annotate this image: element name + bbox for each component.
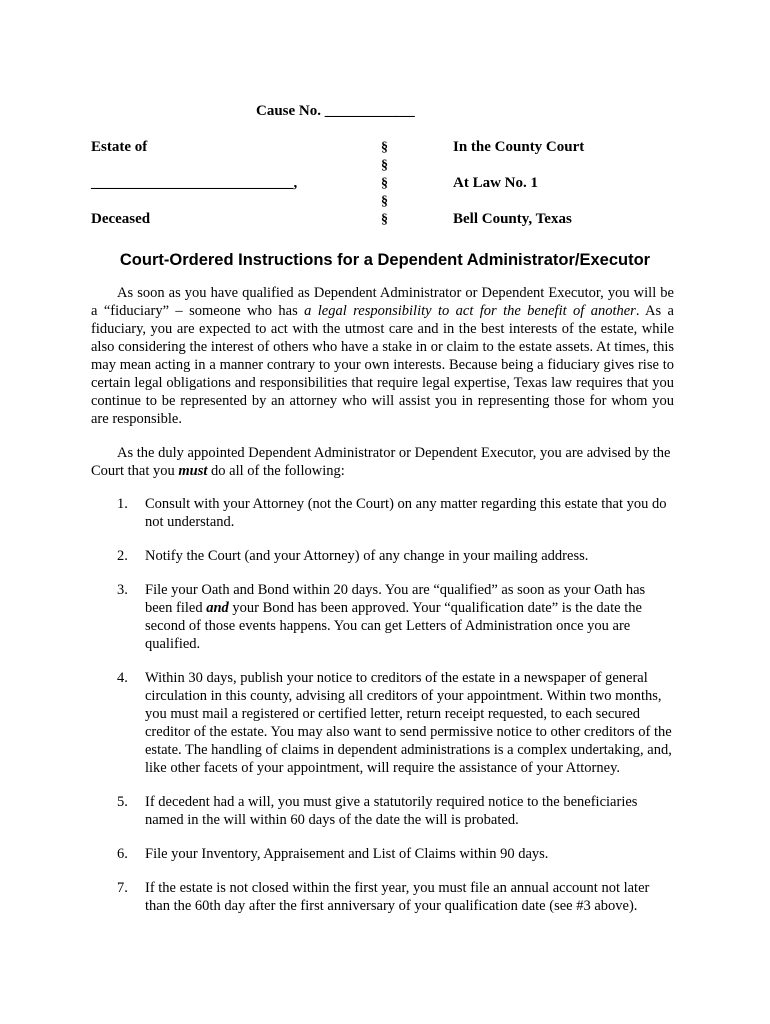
item-text: File your Inventory, Appraisement and List of Claims within 90 days. [145,846,549,862]
intro-text-cont: . As a fiduciary, you are expected to act with the utmost care and in the best interests of the estate, while also considering the interest of others who have a stake in or claim to the estate assets. At times, this may mean acting in a manner contrary to your own interests. Because being a fiduciary gives rise to certain legal obligations and responsibilities that require legal expertise, Texas law requires that you continue to be represented by an attorney who will assist you in representing those for whom you are responsible. [91,303,674,427]
cause-number-blank: ____________ [324,103,415,119]
cause-label: Cause No. [256,103,322,119]
advice-text-cont: do all of the following: [207,463,345,479]
item-number: 3. [117,582,128,598]
instruction-item [91,793,674,829]
section-symbol: § [381,212,388,227]
item-number: 1. [117,496,128,512]
item-text-cont: your Bond has been approved. Your “qualification date” is the date the second of those events happens. You can get Letters of Administration once you are qualified. [145,600,642,652]
court-county: Bell County, Texas [453,211,572,227]
instruction-list [91,495,674,931]
intro-emphasis: a legal responsibility to act for the benefit of another [304,303,636,319]
decedent-name-blank: ___________________________, [91,175,298,191]
item-text: If the estate is not closed within the first year, you must file an annual account not later than the 60th day after the first anniversary of your qualification date (see #3 above). [145,880,650,914]
cause-number-line [256,103,415,120]
section-symbol: § [381,158,388,173]
section-symbol: § [381,140,388,155]
advice-paragraph [91,444,674,480]
instruction-item [91,581,674,653]
instruction-item [91,669,674,777]
item-number: 7. [117,880,128,896]
item-text: Within 30 days, publish your notice to creditors of the estate in a newspaper of general circulation in this county, advising all creditors of your appointment. Within two months, you must mail a registered or certified letter, return receipt requested, to each secured creditor of the estate. You may also want to send permissive notice to other creditors of the estate. The handling of claims in dependent administrations is a complex undertaking, and, like other facets of your appointment, will require the assistance of your Attorney. [145,670,672,776]
intro-text: As soon as you have qualified as Dependent Administrator or Dependent Executor, you will be a “fiduciary” – someone who has [91,285,674,319]
item-number: 6. [117,846,128,862]
document-title: Court-Ordered Instructions for a Dependent Administrator/Executor [119,251,651,269]
section-symbol: § [381,176,388,191]
instruction-item [91,845,674,863]
item-text: Consult with your Attorney (not the Court) on any matter regarding this estate that you do not understand. [145,496,667,530]
intro-paragraph [91,284,674,428]
court-name: In the County Court [453,139,585,155]
item-number: 4. [117,670,128,686]
instruction-item [91,495,674,531]
deceased-label: Deceased [91,211,151,227]
section-symbol: § [381,194,388,209]
item-text: File your Oath and Bond within 20 days. You are “qualified” as soon as your Oath has been filed [145,582,646,616]
instruction-item [91,547,674,565]
advice-emphasis: must [178,463,208,479]
instruction-item [91,879,674,915]
advice-text: As the duly appointed Dependent Administrator or Dependent Executor, you are advised by the Court that you [91,445,671,479]
court-number: At Law No. 1 [453,175,538,191]
item-emphasis: and [206,600,229,616]
item-number: 2. [117,548,128,564]
item-number: 5. [117,794,128,810]
estate-of-label: Estate of [91,139,148,155]
item-text: If decedent had a will, you must give a statutorily required notice to the beneficiaries named in the will within 60 days of the date the will is probated. [145,794,638,828]
item-text: Notify the Court (and your Attorney) of any change in your mailing address. [145,548,589,564]
